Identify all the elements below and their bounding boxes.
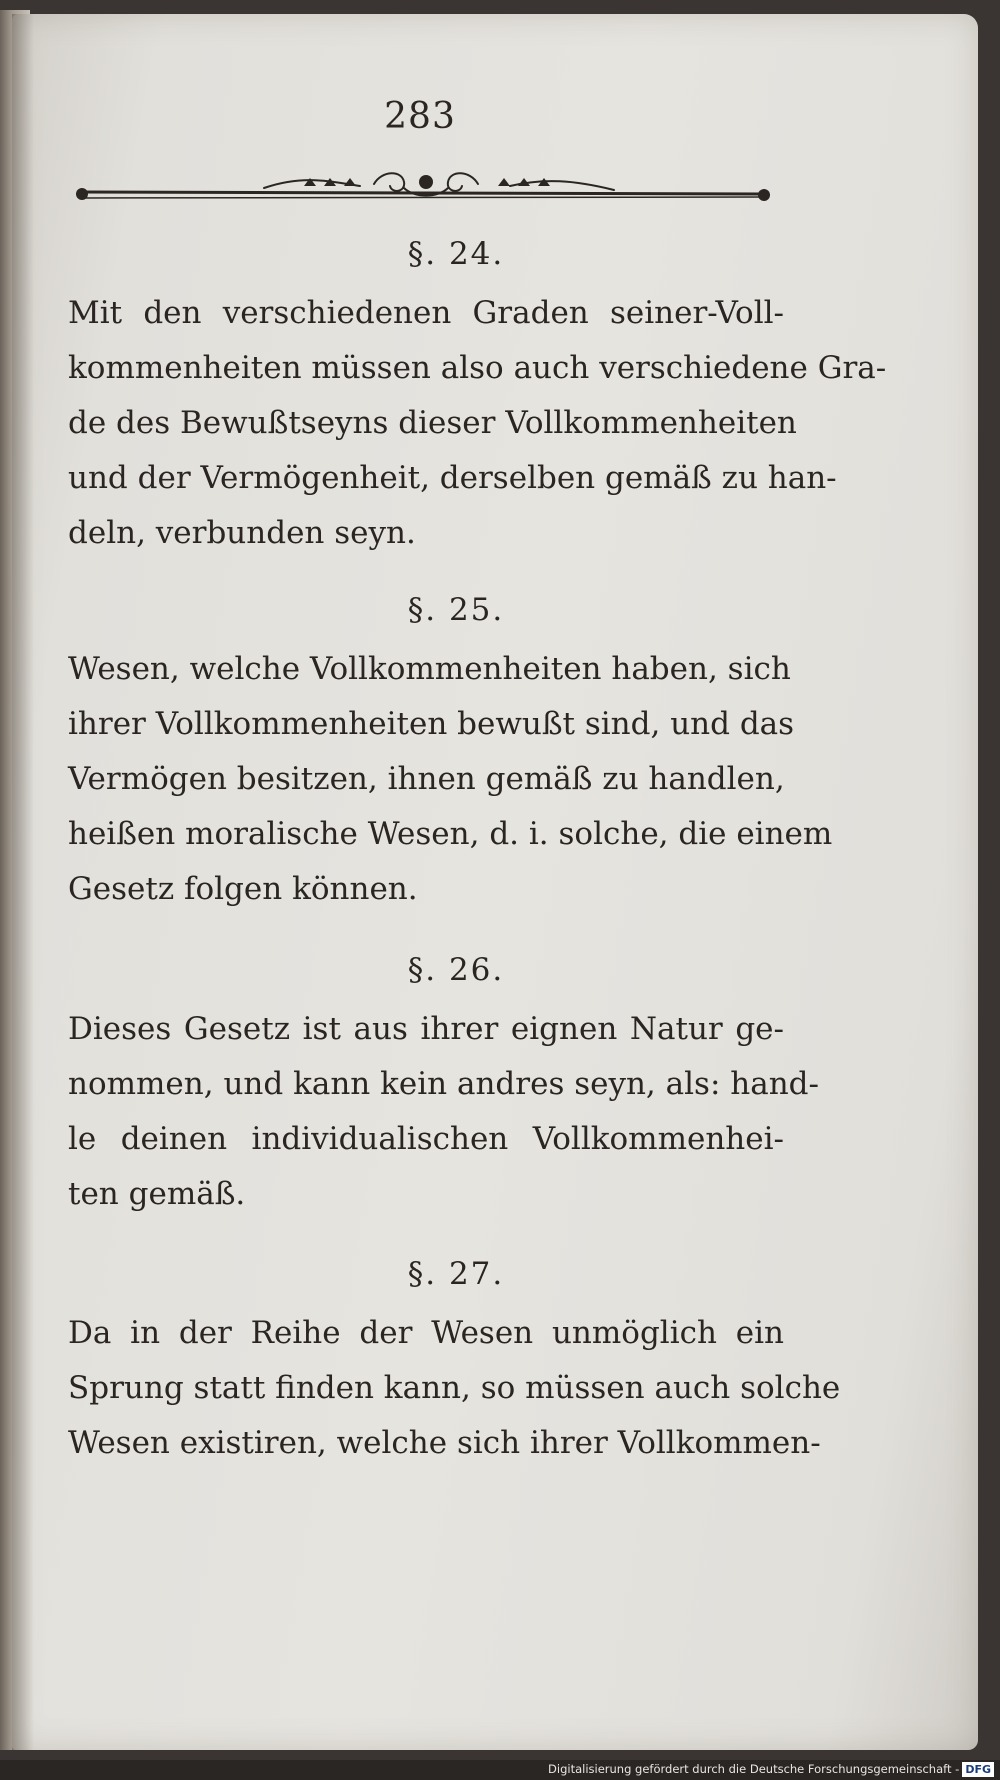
text-line: deln, verbunden seyn. [68, 515, 416, 551]
ornamental-rule [74, 164, 778, 220]
text-line: Da in der Reihe der Wesen unmöglich ein [68, 1315, 784, 1351]
text-line: und der Vermögenheit, derselben gemäß zu han- [68, 460, 837, 496]
section-27 [68, 1256, 841, 1471]
page-gutter-shadow [12, 14, 34, 1750]
text-line: ten gemäß. [68, 1176, 246, 1212]
section-heading: §. 27. [407, 1256, 505, 1292]
digitization-credit [548, 1760, 994, 1778]
text-line: Gesetz folgen können. [68, 871, 418, 907]
text-line: de des Bewußtseyns dieser Vollkommenheiten [68, 405, 797, 441]
section-heading: §. 24. [407, 236, 505, 272]
text-line: Mit den verschiedenen Graden seiner-Voll- [68, 295, 784, 331]
text-line: Dieses Gesetz ist aus ihrer eignen Natur ge- [68, 1011, 784, 1047]
text-line: le deinen individualischen Vollkommenhei- [68, 1121, 784, 1157]
dfg-logo: DFG [962, 1762, 994, 1777]
text-line: Vermögen besitzen, ihnen gemäß zu handlen, [68, 761, 785, 797]
text-line: kommenheiten müssen also auch verschiedene Gra- [68, 350, 887, 386]
section-25 [68, 592, 833, 917]
credit-text: Digitalisierung gefördert durch die Deutsche Forschungsgemeinschaft - [548, 1762, 960, 1776]
text-line: heißen moralische Wesen, d. i. solche, die einem [68, 816, 833, 852]
section-heading: §. 25. [407, 592, 505, 628]
text-line: Wesen, welche Vollkommenheiten haben, sich [68, 651, 791, 687]
text-line: Sprung statt finden kann, so müssen auch solche [68, 1370, 841, 1406]
text-line: nommen, und kann kein andres seyn, als: hand- [68, 1066, 819, 1102]
text-line: ihrer Vollkommenheiten bewußt sind, und das [68, 706, 795, 742]
page-number: 283 [384, 96, 456, 137]
text-line: Wesen existiren, welche sich ihrer Vollkommen- [68, 1425, 821, 1461]
section-26 [68, 952, 819, 1222]
section-heading: §. 26. [407, 952, 505, 988]
section-24 [68, 236, 887, 561]
